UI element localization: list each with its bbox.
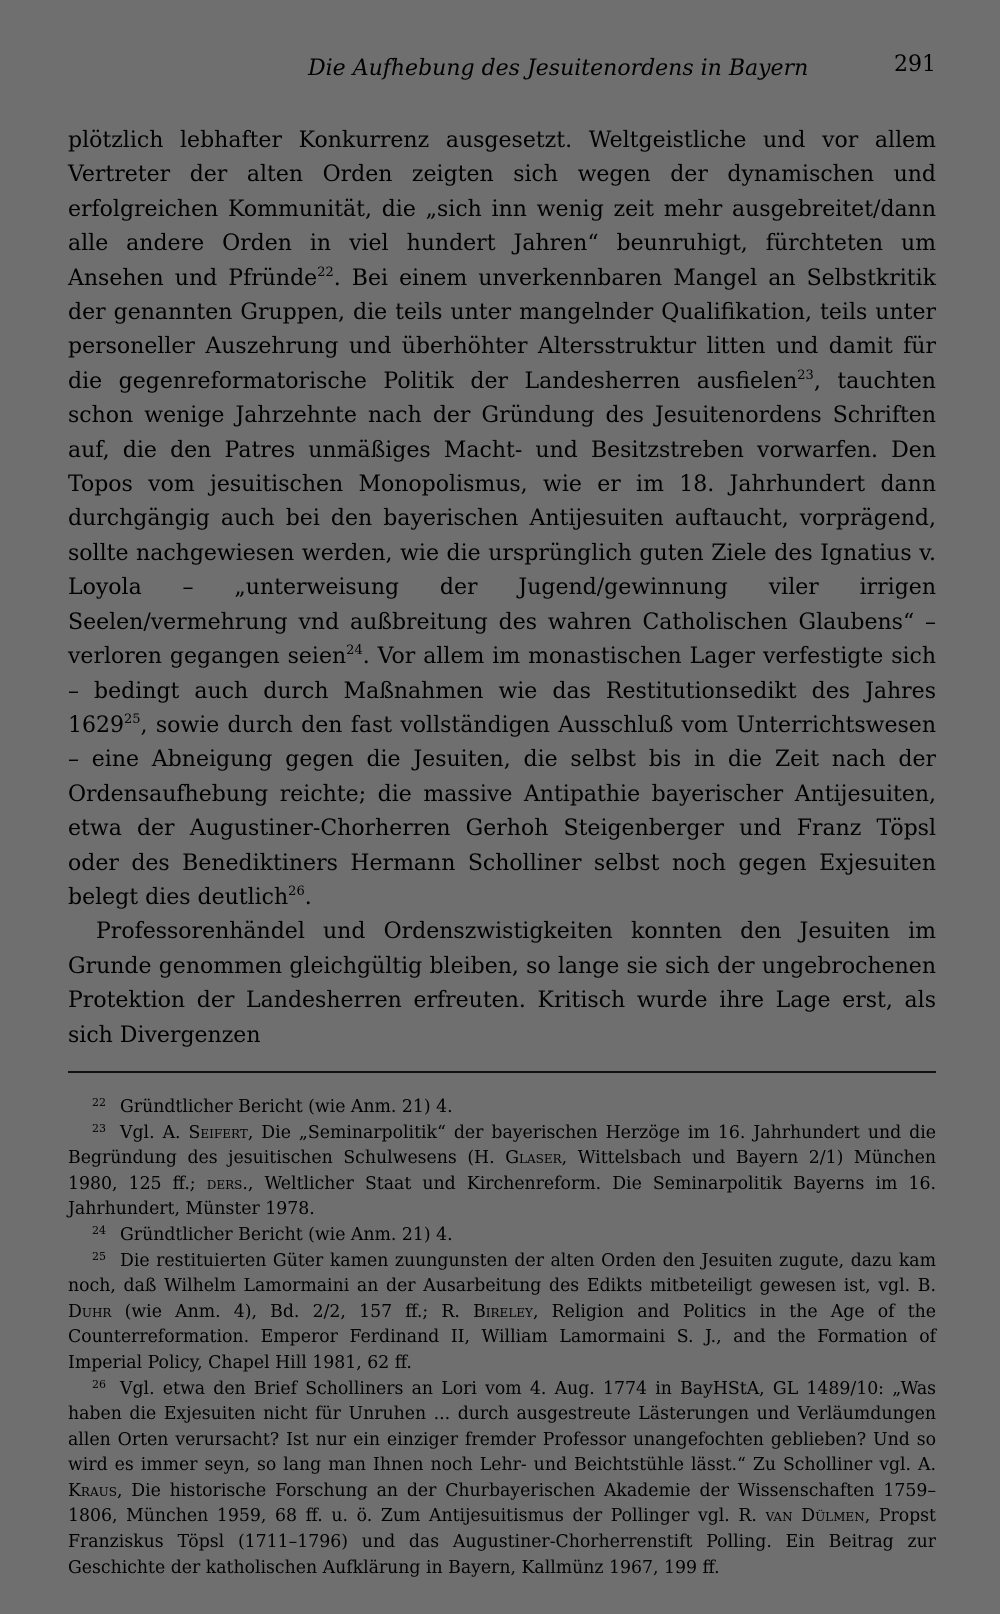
- footnote-25: [68, 1249, 936, 1377]
- running-title: Die Aufhebung des Jesuitenordens in Bayern: [308, 56, 809, 81]
- footnote-text: , Wittelsbach und Bayern 2/1) München 1980, 125 ff.;: [68, 1148, 936, 1194]
- footnote-ref-26: 26: [288, 883, 305, 899]
- author-name: Duhr: [68, 1301, 112, 1322]
- paragraph-1-text-1: plötzlich lebhafter Konkurrenz ausgesetzt. Weltgeistliche und vor allem Vertreter der alten Orden zeigten sich wegen der dynamischen und erfolgreichen Kommunität, die „sich inn wenig zeit mehr ausgebreitet/dann alle andere Orden in viel hundert Jahren“ beunruhigt, fürchteten um Ansehen und Pfründe: [68, 128, 936, 291]
- footnote-ref-23: 23: [797, 367, 814, 383]
- footnote-number: 23: [92, 1121, 106, 1135]
- paragraph-1-text-6: .: [304, 884, 312, 910]
- page-number: 291: [894, 52, 936, 77]
- author-name: Kraus: [68, 1480, 117, 1501]
- body-text: [68, 124, 936, 1053]
- footnote-number: 22: [92, 1095, 106, 1109]
- footnotes: [68, 1095, 936, 1581]
- footnote-ref-25: 25: [124, 711, 141, 727]
- footnote-26: [68, 1377, 936, 1582]
- author-name: Seifert: [188, 1122, 248, 1143]
- footnote-23: [68, 1121, 936, 1223]
- paragraph-1: [68, 124, 936, 915]
- author-name: van Dülmen: [765, 1506, 865, 1527]
- footnote-text: Vgl. etwa den Brief Scholliners an Lori vom 4. Aug. 1774 in BayHStA, GL 1489/10: „Was haben die Exjesuiten nicht für Unruhen ... durch ausgestreute Lästerungen und Verläumdungen allen Orten verursacht? Ist nur ein einziger fremder Professor unangefochten geblieben? Und so wird es immer seyn, so lang man Ihnen noch Lehr- und Beichtstühle lässt.“ Zu Scholliner vgl. A.: [68, 1378, 936, 1476]
- running-head: [68, 52, 936, 92]
- footnote-ref-22: 22: [317, 264, 334, 280]
- footnote-22: [68, 1095, 936, 1121]
- paragraph-1-text-3: , tauchten schon wenige Jahrzehnte nach der Gründung des Jesuitenordens Schriften auf, die den Patres unmäßiges Macht- und Besitzstreben vorwarfen. Den Topos vom jesuitischen Monopolismus, wie er im 18. Jahrhundert dann durchgängig auch bei den bayerischen Antijesuiten auftaucht, vorprägend, sollte nachgewiesen werden, wie die ursprünglich guten Ziele des Ignatius v. Loyola – „unterweisung der Jugend/gewinnung viler irrigen Seelen/vermehrung vnd außbreitung des wahren Catholischen Glaubens“ – verloren gegangen seien: [68, 368, 936, 670]
- footnote-text: , Religion and Politics in the Age of the Counterreformation. Emperor Ferdinand II, William Lamormaini S. J., and the Formation of Imperial Policy, Chapel Hill 1981, 62 ff.: [68, 1301, 936, 1373]
- author-name: ders: [206, 1173, 243, 1194]
- author-name: Bireley: [473, 1301, 533, 1322]
- footnote-text: Gründtlicher Bericht (wie Anm. 21) 4.: [120, 1096, 453, 1117]
- paragraph-1-text-2: . Bei einem unverkennbaren Mangel an Selbstkritik der genannten Gruppen, die teils unter mangelnder Qualifikation, teils unter personeller Auszehrung und überhöhter Altersstruktur litten und damit für die gegenreformatorische Politik der Landesherren ausfielen: [68, 265, 936, 394]
- paragraph-1-text-5: , sowie durch den fast vollständigen Ausschluß vom Unterrichtswesen – eine Abneigung gegen die Jesuiten, die selbst bis in die Zeit nach der Ordensaufhebung reichte; die massive Antipathie bayerischer Antijesuiten, etwa der Augustiner-Chorherren Gerhoh Steigenberger und Franz Töpsl oder des Benediktiners Hermann Scholliner selbst noch gegen Exjesuiten belegt dies deutlich: [68, 712, 936, 910]
- paragraph-1-text-4: . Vor allem im monastischen Lager verfestigte sich – bedingt auch durch Maßnahmen wie das Restitutionsedikt des Jahres 1629: [68, 644, 937, 738]
- footnote-ref-24: 24: [346, 643, 363, 659]
- footnote-text: Gründtlicher Bericht (wie Anm. 21) 4.: [120, 1224, 453, 1245]
- footnote-number: 25: [92, 1249, 106, 1263]
- footnote-text: , Die historische Forschung an der Churbayerischen Akademie der Wissenschaften 1759–1806, München 1959, 68 ff. u. ö. Zum Antijesuitismus der Pollinger vgl. R.: [68, 1480, 936, 1527]
- footnote-text: , Die „Seminarpolitik“ der bayerischen Herzöge im 16. Jahrhundert und die Begründung des jesuitischen Schulwesens (H.: [68, 1122, 936, 1169]
- author-name: Glaser: [505, 1148, 562, 1169]
- footnote-text: Die restituierten Güter kamen zuungunsten der alten Orden den Jesuiten zugute, dazu kam noch, daß Wilhelm Lamormaini an der Ausarbeitung des Edikts mitbeteiligt gewesen ist, vgl. B.: [68, 1250, 936, 1297]
- footnote-number: 24: [92, 1223, 106, 1237]
- footnote-divider: [68, 1071, 936, 1073]
- footnote-text: (wie Anm. 4), Bd. 2/2, 157 ff.; R.: [111, 1301, 474, 1322]
- footnote-text: Vgl. A.: [120, 1122, 189, 1143]
- footnote-number: 26: [92, 1377, 106, 1391]
- footnote-text: , Propst Franziskus Töpsl (1711–1796) und das Augustiner-Chorherrenstift Polling. Ein Beitrag zur Geschichte der katholischen Aufklärung in Bayern, Kallmünz 1967, 199 ff.: [68, 1506, 936, 1578]
- footnote-24: [68, 1223, 936, 1249]
- paragraph-2: Professorenhändel und Ordenszwistigkeiten konnten den Jesuiten im Grunde genommen gleichgültig bleiben, so lange sie sich der ungebrochenen Protektion der Landesherren erfreuten. Kritisch wurde ihre Lage erst, als sich Divergenzen: [68, 919, 936, 1048]
- footnote-text: ., Weltlicher Staat und Kirchenreform. Die Seminarpolitik Bayerns im 16. Jahrhundert, Münster 1978.: [68, 1173, 936, 1220]
